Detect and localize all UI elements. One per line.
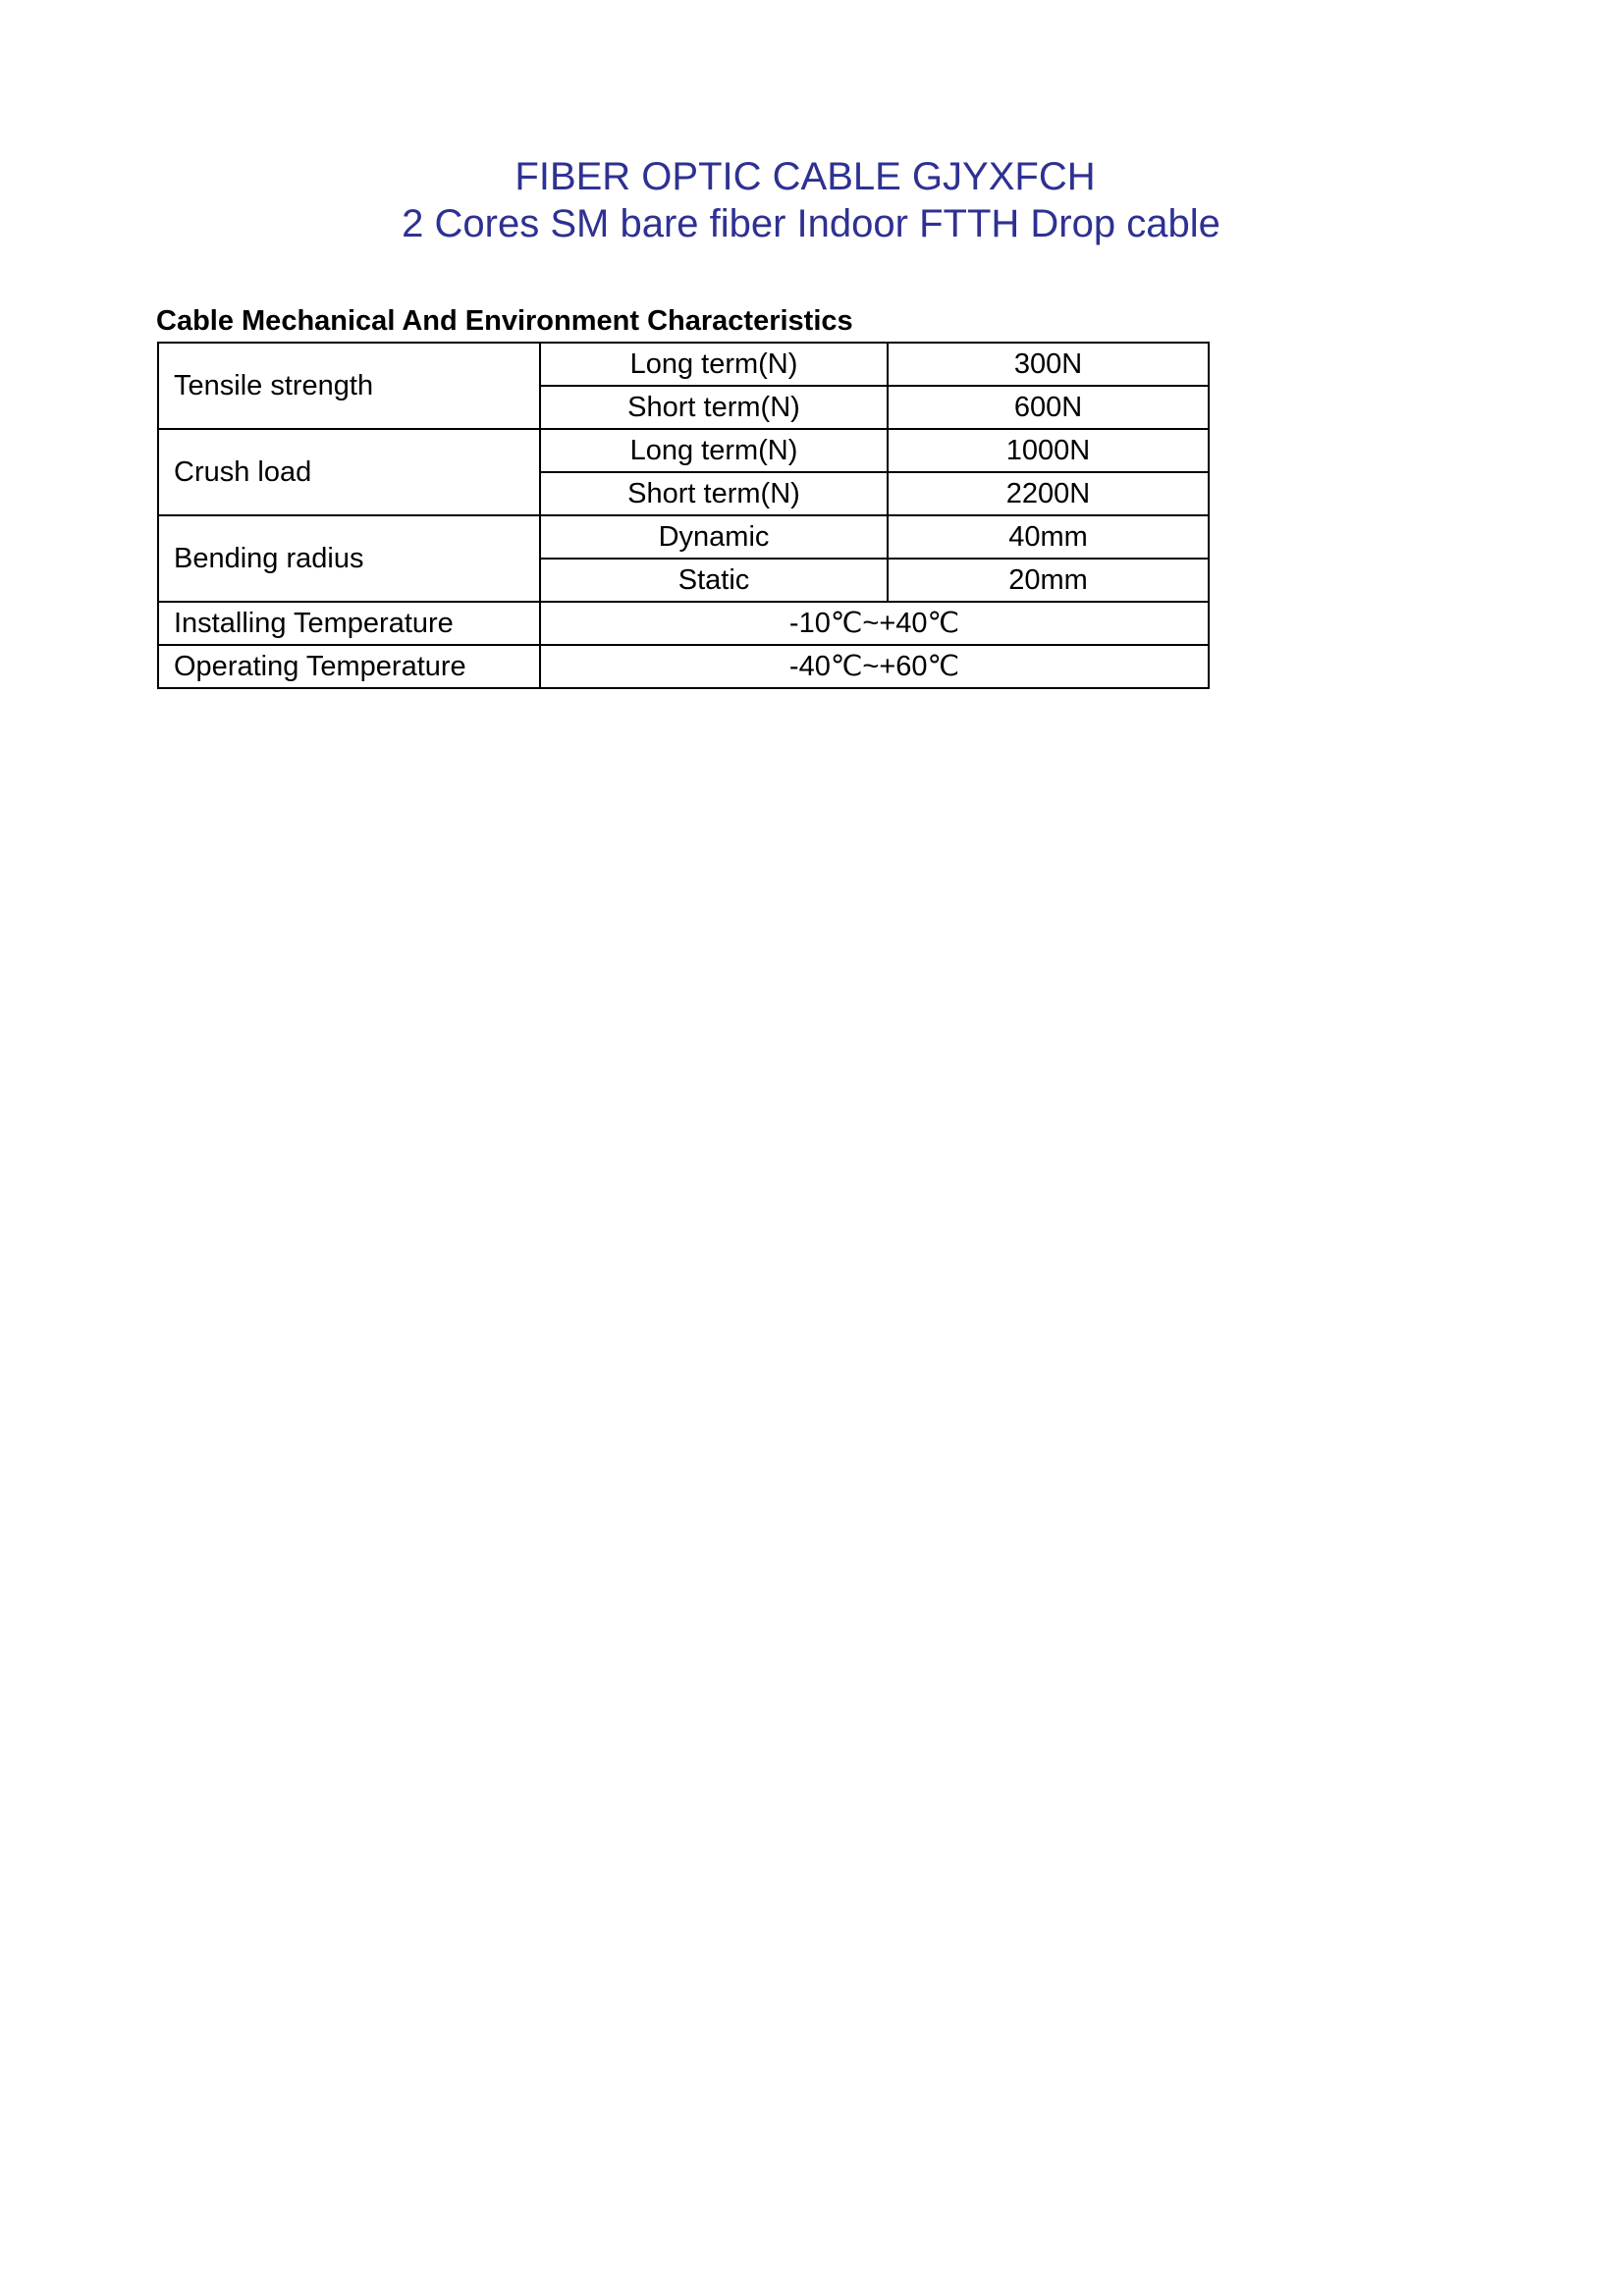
value-cell: -10℃~+40℃ bbox=[540, 602, 1209, 645]
table-row bbox=[158, 343, 1209, 386]
value-cell: 40mm bbox=[888, 515, 1209, 559]
table-row bbox=[158, 602, 1209, 645]
characteristics-table bbox=[157, 342, 1210, 689]
condition-cell: Long term(N) bbox=[540, 429, 888, 472]
param-crush-load: Crush load bbox=[158, 429, 540, 515]
condition-cell: Short term(N) bbox=[540, 472, 888, 515]
value-cell: 2200N bbox=[888, 472, 1209, 515]
table-row bbox=[158, 429, 1209, 472]
value-cell: 300N bbox=[888, 343, 1209, 386]
title-line-2: 2 Cores SM bare fiber Indoor FTTH Drop cable bbox=[402, 202, 1220, 245]
param-tensile-strength: Tensile strength bbox=[158, 343, 540, 429]
document-title bbox=[0, 153, 1624, 247]
condition-cell: Long term(N) bbox=[540, 343, 888, 386]
param-installing-temperature: Installing Temperature bbox=[158, 602, 540, 645]
param-bending-radius: Bending radius bbox=[158, 515, 540, 602]
value-cell: 20mm bbox=[888, 559, 1209, 602]
value-cell: 1000N bbox=[888, 429, 1209, 472]
title-line-1: FIBER OPTIC CABLE GJYXFCH bbox=[514, 155, 1096, 198]
table-row bbox=[158, 645, 1209, 688]
value-cell: -40℃~+60℃ bbox=[540, 645, 1209, 688]
condition-cell: Dynamic bbox=[540, 515, 888, 559]
table-row bbox=[158, 515, 1209, 559]
param-operating-temperature: Operating Temperature bbox=[158, 645, 540, 688]
condition-cell: Short term(N) bbox=[540, 386, 888, 429]
condition-cell: Static bbox=[540, 559, 888, 602]
section-heading: Cable Mechanical And Environment Characteristics bbox=[156, 305, 853, 337]
value-cell: 600N bbox=[888, 386, 1209, 429]
